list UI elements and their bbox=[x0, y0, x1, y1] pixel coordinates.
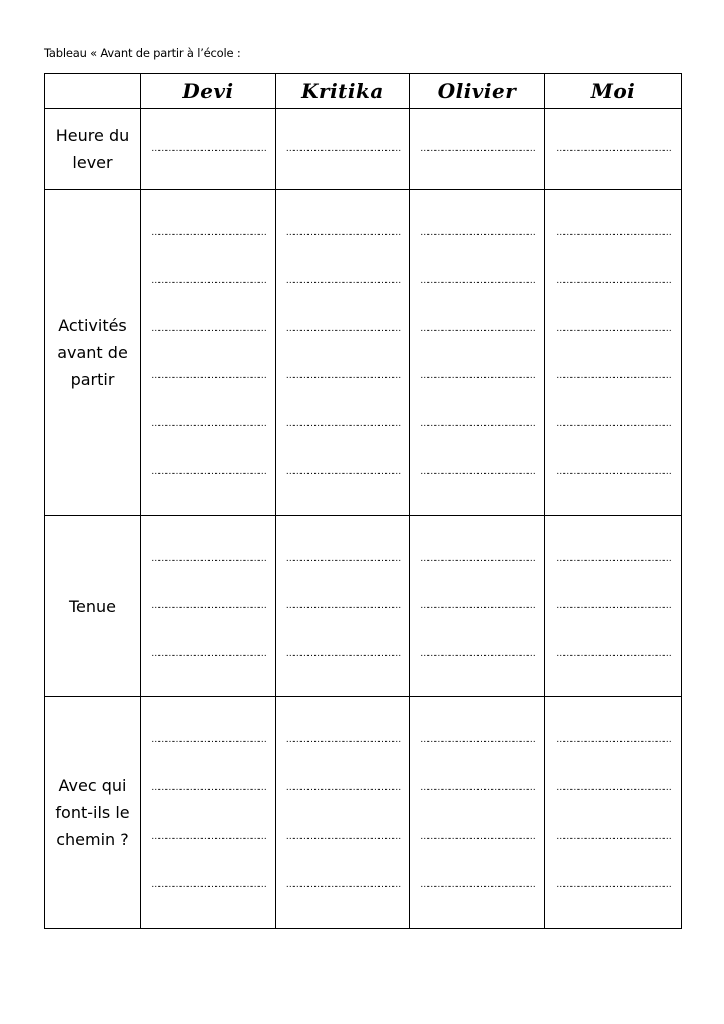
row-heure-du-lever bbox=[45, 109, 682, 190]
dotted-answer-line[interactable]: ………………………………………… bbox=[151, 831, 265, 842]
dotted-answer-line[interactable]: ………………………………………… bbox=[556, 783, 670, 794]
dotted-answer-line[interactable]: ………………………………………… bbox=[420, 783, 534, 794]
row-label-avec-qui: Avec qui font-ils le chemin ? bbox=[45, 697, 141, 929]
row-label-activites-avant-de-partir: Activités avant de partir bbox=[45, 190, 141, 516]
answer-cell-avec-qui-devi[interactable] bbox=[141, 697, 276, 929]
dotted-answer-line[interactable]: ………………………………………… bbox=[556, 227, 670, 238]
answer-cell-tenue-olivier[interactable] bbox=[410, 516, 545, 697]
row-activites-avant-de-partir bbox=[45, 190, 682, 516]
dotted-answer-line[interactable]: ………………………………………… bbox=[151, 227, 265, 238]
dotted-answer-line[interactable]: ………………………………………… bbox=[151, 601, 265, 611]
dotted-answer-line[interactable]: ………………………………………… bbox=[420, 601, 534, 611]
dotted-answer-line[interactable]: ………………………………………… bbox=[285, 323, 400, 334]
column-header-devi: Devi bbox=[141, 74, 276, 109]
answer-cell-avec-qui-kritika[interactable] bbox=[276, 697, 410, 929]
dotted-answer-line[interactable]: ………………………………………… bbox=[556, 371, 670, 382]
dotted-answer-line[interactable]: ………………………………………… bbox=[556, 648, 670, 659]
dotted-answer-line[interactable]: ………………………………………… bbox=[420, 735, 534, 746]
dotted-answer-line[interactable]: ………………………………………… bbox=[151, 419, 265, 430]
dotted-answer-line[interactable]: ………………………………………… bbox=[151, 648, 265, 659]
row-label-tenue: Tenue bbox=[45, 516, 141, 697]
dotted-answer-line[interactable]: ………………………………………… bbox=[556, 275, 670, 286]
answer-cell-activites-avant-de-partir-moi[interactable] bbox=[545, 190, 682, 516]
header-row bbox=[45, 74, 682, 109]
dotted-answer-line[interactable]: ………………………………………… bbox=[556, 735, 670, 746]
answer-cell-avec-qui-moi[interactable] bbox=[545, 697, 682, 929]
dotted-answer-line[interactable]: ………………………………………… bbox=[151, 783, 265, 794]
answer-cell-tenue-devi[interactable] bbox=[141, 516, 276, 697]
dotted-answer-line[interactable]: ………………………………………… bbox=[285, 275, 400, 286]
dotted-answer-line[interactable]: ………………………………………… bbox=[420, 553, 534, 564]
dotted-answer-line[interactable]: ………………………………………… bbox=[556, 419, 670, 430]
dotted-answer-line[interactable]: ………………………………………… bbox=[285, 144, 400, 154]
answer-cell-heure-du-lever-devi[interactable] bbox=[141, 109, 276, 190]
dotted-answer-line[interactable]: ………………………………………… bbox=[151, 275, 265, 286]
column-header-kritika: Kritika bbox=[276, 74, 410, 109]
row-avec-qui bbox=[45, 697, 682, 929]
answer-cell-heure-du-lever-moi[interactable] bbox=[545, 109, 682, 190]
dotted-answer-line[interactable]: ………………………………………… bbox=[556, 879, 670, 890]
row-label-heure-du-lever: Heure du lever bbox=[45, 109, 141, 190]
row-tenue bbox=[45, 516, 682, 697]
dotted-answer-line[interactable]: ………………………………………… bbox=[151, 553, 265, 564]
dotted-answer-line[interactable]: ………………………………………… bbox=[285, 831, 400, 842]
dotted-answer-line[interactable]: ………………………………………… bbox=[420, 323, 534, 334]
dotted-answer-line[interactable]: ………………………………………… bbox=[151, 144, 265, 154]
dotted-answer-line[interactable]: ………………………………………… bbox=[556, 323, 670, 334]
dotted-answer-line[interactable]: ………………………………………… bbox=[285, 419, 400, 430]
dotted-answer-line[interactable]: ………………………………………… bbox=[285, 735, 400, 746]
dotted-answer-line[interactable]: ………………………………………… bbox=[420, 227, 534, 238]
dotted-answer-line[interactable]: ………………………………………… bbox=[420, 371, 534, 382]
answer-cell-heure-du-lever-olivier[interactable] bbox=[410, 109, 545, 190]
dotted-answer-line[interactable]: ………………………………………… bbox=[556, 144, 670, 154]
corner-cell bbox=[45, 74, 141, 109]
dotted-answer-line[interactable]: ………………………………………… bbox=[285, 648, 400, 659]
dotted-answer-line[interactable]: ………………………………………… bbox=[556, 553, 670, 564]
dotted-answer-line[interactable]: ………………………………………… bbox=[285, 371, 400, 382]
dotted-answer-line[interactable]: ………………………………………… bbox=[420, 275, 534, 286]
answer-cell-avec-qui-olivier[interactable] bbox=[410, 697, 545, 929]
dotted-answer-line[interactable]: ………………………………………… bbox=[285, 783, 400, 794]
dotted-answer-line[interactable]: ………………………………………… bbox=[151, 735, 265, 746]
answer-cell-tenue-moi[interactable] bbox=[545, 516, 682, 697]
dotted-answer-line[interactable]: ………………………………………… bbox=[420, 879, 534, 890]
dotted-answer-line[interactable]: ………………………………………… bbox=[420, 144, 534, 154]
dotted-answer-line[interactable]: ………………………………………… bbox=[151, 371, 265, 382]
dotted-answer-line[interactable]: ………………………………………… bbox=[285, 553, 400, 564]
dotted-answer-line[interactable]: ………………………………………… bbox=[420, 831, 534, 842]
activity-table bbox=[44, 73, 682, 929]
dotted-answer-line[interactable]: ………………………………………… bbox=[420, 419, 534, 430]
dotted-answer-line[interactable]: ………………………………………… bbox=[420, 467, 534, 478]
table-caption: Tableau « Avant de partir à l’école : bbox=[44, 46, 241, 60]
dotted-answer-line[interactable]: ………………………………………… bbox=[285, 601, 400, 611]
column-header-moi: Moi bbox=[545, 74, 682, 109]
dotted-answer-line[interactable]: ………………………………………… bbox=[151, 879, 265, 890]
dotted-answer-line[interactable]: ………………………………………… bbox=[556, 467, 670, 478]
answer-cell-activites-avant-de-partir-devi[interactable] bbox=[141, 190, 276, 516]
dotted-answer-line[interactable]: ………………………………………… bbox=[285, 467, 400, 478]
column-header-olivier: Olivier bbox=[410, 74, 545, 109]
answer-cell-heure-du-lever-kritika[interactable] bbox=[276, 109, 410, 190]
answer-cell-activites-avant-de-partir-kritika[interactable] bbox=[276, 190, 410, 516]
dotted-answer-line[interactable]: ………………………………………… bbox=[151, 323, 265, 334]
dotted-answer-line[interactable]: ………………………………………… bbox=[556, 601, 670, 611]
dotted-answer-line[interactable]: ………………………………………… bbox=[151, 467, 265, 478]
dotted-answer-line[interactable]: ………………………………………… bbox=[556, 831, 670, 842]
dotted-answer-line[interactable]: ………………………………………… bbox=[420, 648, 534, 659]
answer-cell-tenue-kritika[interactable] bbox=[276, 516, 410, 697]
answer-cell-activites-avant-de-partir-olivier[interactable] bbox=[410, 190, 545, 516]
dotted-answer-line[interactable]: ………………………………………… bbox=[285, 879, 400, 890]
dotted-answer-line[interactable]: ………………………………………… bbox=[285, 227, 400, 238]
